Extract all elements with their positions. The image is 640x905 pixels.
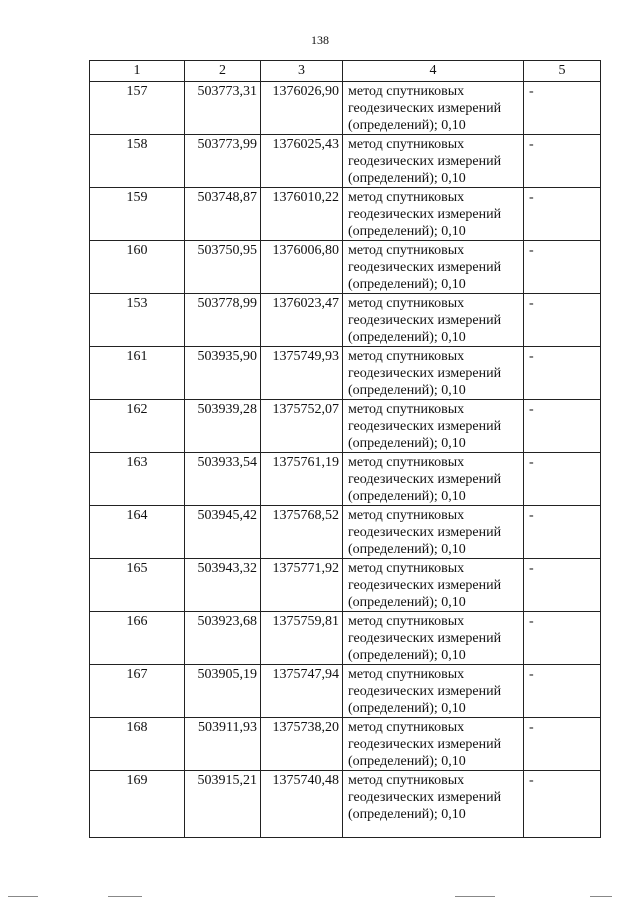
point-number-cell: 165 [90, 559, 185, 612]
point-number-cell: 167 [90, 665, 185, 718]
y-coordinate-cell: 1376023,47 [261, 294, 343, 347]
y-coordinate-cell: 1375738,20 [261, 718, 343, 771]
point-number-cell: 164 [90, 506, 185, 559]
point-number-cell: 166 [90, 612, 185, 665]
y-coordinate-cell: 1375759,81 [261, 612, 343, 665]
note-cell: - [524, 718, 601, 771]
table-row [90, 82, 601, 135]
note-cell: - [524, 771, 601, 838]
page-number: 138 [311, 33, 329, 47]
method-cell: метод спутниковых геодезических измерений (определений); 0,10 [343, 506, 524, 559]
method-cell: метод спутниковых геодезических измерений (определений); 0,10 [343, 82, 524, 135]
method-cell: метод спутниковых геодезических измерений (определений); 0,10 [343, 453, 524, 506]
method-cell: метод спутниковых геодезических измерений (определений); 0,10 [343, 294, 524, 347]
method-cell: метод спутниковых геодезических измерений (определений); 0,10 [343, 241, 524, 294]
method-cell: метод спутниковых геодезических измерений (определений); 0,10 [343, 347, 524, 400]
x-coordinate-cell: 503939,28 [185, 400, 261, 453]
method-cell: метод спутниковых геодезических измерений (определений); 0,10 [343, 135, 524, 188]
note-cell: - [524, 188, 601, 241]
scan-artifact [590, 896, 612, 897]
scan-artifact [8, 896, 38, 897]
method-cell: метод спутниковых геодезических измерений (определений); 0,10 [343, 665, 524, 718]
x-coordinate-cell: 503778,99 [185, 294, 261, 347]
note-cell: - [524, 400, 601, 453]
x-coordinate-cell: 503911,93 [185, 718, 261, 771]
method-cell: метод спутниковых геодезических измерений (определений); 0,10 [343, 400, 524, 453]
header-col-1: 1 [90, 61, 185, 82]
x-coordinate-cell: 503748,87 [185, 188, 261, 241]
x-coordinate-cell: 503935,90 [185, 347, 261, 400]
note-cell: - [524, 665, 601, 718]
point-number-cell: 158 [90, 135, 185, 188]
y-coordinate-cell: 1375747,94 [261, 665, 343, 718]
table-row [90, 347, 601, 400]
x-coordinate-cell: 503923,68 [185, 612, 261, 665]
point-number-cell: 169 [90, 771, 185, 838]
note-cell: - [524, 241, 601, 294]
table-row [90, 294, 601, 347]
x-coordinate-cell: 503915,21 [185, 771, 261, 838]
table-row [90, 400, 601, 453]
table-row [90, 665, 601, 718]
x-coordinate-cell: 503945,42 [185, 506, 261, 559]
point-number-cell: 163 [90, 453, 185, 506]
x-coordinate-cell: 503750,95 [185, 241, 261, 294]
y-coordinate-cell: 1375771,92 [261, 559, 343, 612]
method-cell: метод спутниковых геодезических измерений (определений); 0,10 [343, 188, 524, 241]
point-number-cell: 160 [90, 241, 185, 294]
note-cell: - [524, 506, 601, 559]
table-row [90, 135, 601, 188]
scan-artifact [108, 896, 142, 897]
table-row [90, 241, 601, 294]
note-cell: - [524, 135, 601, 188]
x-coordinate-cell: 503773,31 [185, 82, 261, 135]
x-coordinate-cell: 503773,99 [185, 135, 261, 188]
y-coordinate-cell: 1376025,43 [261, 135, 343, 188]
point-number-cell: 168 [90, 718, 185, 771]
point-number-cell: 153 [90, 294, 185, 347]
table-row [90, 506, 601, 559]
x-coordinate-cell: 503933,54 [185, 453, 261, 506]
method-cell: метод спутниковых геодезических измерений (определений); 0,10 [343, 612, 524, 665]
table-row [90, 559, 601, 612]
point-number-cell: 161 [90, 347, 185, 400]
y-coordinate-cell: 1375752,07 [261, 400, 343, 453]
y-coordinate-cell: 1376010,22 [261, 188, 343, 241]
point-number-cell: 159 [90, 188, 185, 241]
table-row [90, 453, 601, 506]
header-col-4: 4 [343, 61, 524, 82]
y-coordinate-cell: 1375749,93 [261, 347, 343, 400]
method-cell: метод спутниковых геодезических измерений (определений); 0,10 [343, 559, 524, 612]
y-coordinate-cell: 1375768,52 [261, 506, 343, 559]
method-cell: метод спутниковых геодезических измерений (определений); 0,10 [343, 718, 524, 771]
y-coordinate-cell: 1376006,80 [261, 241, 343, 294]
scan-artifact [455, 896, 495, 897]
table-row [90, 718, 601, 771]
note-cell: - [524, 559, 601, 612]
note-cell: - [524, 453, 601, 506]
note-cell: - [524, 612, 601, 665]
table-row [90, 188, 601, 241]
note-cell: - [524, 347, 601, 400]
coordinates-table [89, 60, 601, 838]
header-col-2: 2 [185, 61, 261, 82]
y-coordinate-cell: 1375761,19 [261, 453, 343, 506]
y-coordinate-cell: 1376026,90 [261, 82, 343, 135]
x-coordinate-cell: 503905,19 [185, 665, 261, 718]
table-header-row [90, 61, 601, 82]
table-row [90, 612, 601, 665]
header-col-5: 5 [524, 61, 601, 82]
point-number-cell: 157 [90, 82, 185, 135]
method-cell: метод спутниковых геодезических измерений (определений); 0,10 [343, 771, 524, 838]
point-number-cell: 162 [90, 400, 185, 453]
note-cell: - [524, 82, 601, 135]
header-col-3: 3 [261, 61, 343, 82]
y-coordinate-cell: 1375740,48 [261, 771, 343, 838]
x-coordinate-cell: 503943,32 [185, 559, 261, 612]
note-cell: - [524, 294, 601, 347]
table-row [90, 771, 601, 838]
